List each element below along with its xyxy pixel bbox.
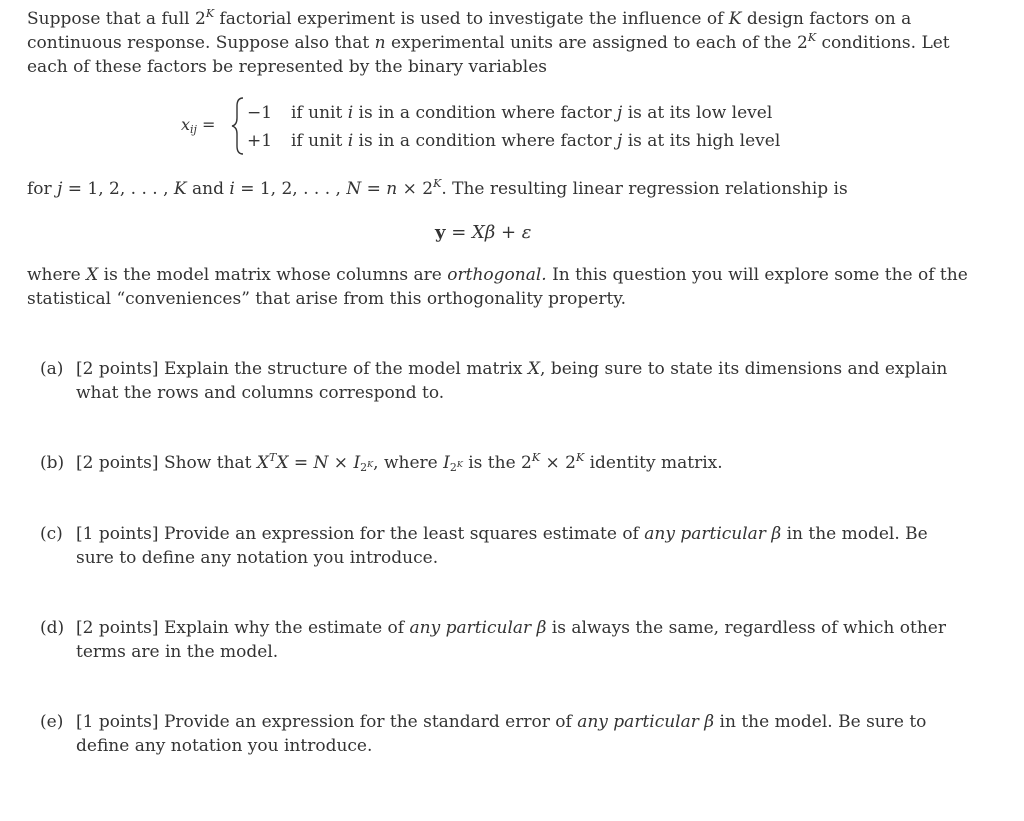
text: identity matrix. [584,453,723,473]
text: [2 points] Show that [76,453,257,473]
exponent-K: K [807,31,817,44]
part-c-line-1 [76,522,928,546]
text: [2 points] Explain why the estimate of [76,618,410,638]
intro-line-3 [27,55,547,79]
intro-text: experimental units are assigned to each of the 2 [385,33,808,53]
case-text: if unit [291,103,348,123]
subscript-2: 2 [360,461,368,474]
text: where [27,265,87,285]
var-n: n [386,179,398,199]
case-text: is in a condition where factor [353,131,618,151]
var-epsilon: ε [521,222,532,243]
exponent-K: K [531,451,541,464]
var-X: X [86,265,99,285]
text: [1 points] Provide an expression for the least squares estimate of [76,524,645,544]
part-e-line-2: define any notation you introduce. [76,736,373,756]
where-line-2 [27,287,626,311]
text: . The resulting linear regression relationship is [441,179,848,199]
var-y: y [435,222,446,243]
text: × 2 [540,453,576,473]
var-i: i [347,103,354,123]
var-K: K [728,9,742,29]
var-beta: β [698,712,715,732]
part-d-label: (d) [40,618,65,638]
var-beta: β [765,524,782,544]
var-j: j [57,179,63,199]
emphasis-any-particular: any particular [409,618,532,638]
text: , being sure to state its dimensions and explain [540,359,948,379]
part-c-label: (c) [40,524,63,544]
index-range-line [27,177,848,201]
equals-sign: = [288,453,314,473]
var-N: N [346,179,362,199]
intro-text: conditions. Let [816,33,950,53]
text: = 1, 2, . . . , [62,179,174,199]
exponent-K: K [433,177,442,190]
part-e-line-1 [76,710,926,734]
var-X: X [276,453,289,473]
text: in the model. Be sure to [714,712,927,732]
var-i: i [229,179,235,199]
part-a-line-2: what the rows and columns correspond to. [76,383,445,403]
regression-equation [435,222,531,243]
case-value: +1 [247,131,273,151]
plus-sign: + [495,222,522,243]
text: is the model matrix whose columns are [98,265,448,285]
subscript-ij: ij [190,123,197,136]
emphasis-orthogonal: orthogonal. [447,265,547,285]
part-e-label: (e) [40,712,64,732]
var-j: j [617,103,623,123]
case-text: is at its high level [622,131,781,151]
text: = 1, 2, . . . , [234,179,347,199]
var-beta: β [531,618,547,638]
part-a-line-1 [76,357,947,381]
left-brace-icon [231,96,245,156]
text: [2 points] Explain the structure of the model matrix [76,359,528,379]
case-high [247,128,780,154]
exponent-K: K [575,451,585,464]
equals-sign: = [196,115,216,134]
text: × 2 [397,179,434,199]
case-text: if unit [291,131,348,151]
var-K: K [173,179,187,199]
var-x: x [181,115,191,134]
var-n: n [374,33,386,53]
exponent-K: K [205,7,215,20]
exponent-K: K [456,460,463,469]
times-sign: × [328,453,354,473]
where-line-1 [27,263,968,287]
intro-text: each of these factors be represented by the binary variables [27,57,548,77]
intro-text: continuous response. Suppose also that [27,33,375,53]
text: In this question you will explore some the of the [546,265,968,285]
var-X-beta: Xβ [472,222,496,243]
text: for [27,179,58,199]
text: in the model. Be [781,524,928,544]
var-X: X [256,453,269,473]
part-d-line-1 [76,616,946,640]
text: = [361,179,387,199]
text: and [186,179,230,199]
part-c-line-2: sure to define any notation you introduce. [76,548,439,568]
intro-text: Suppose that a full 2 [27,9,206,29]
part-a-label: (a) [40,359,64,379]
emphasis-any-particular: any particular [577,712,699,732]
case-text: is at its low level [622,103,773,123]
text: [1 points] Provide an expression for the standard error of [76,712,578,732]
case-value: −1 [247,103,273,123]
text: is the 2 [462,453,532,473]
equals-sign: = [445,222,472,243]
part-b-label: (b) [40,453,65,473]
intro-text: factorial experiment is used to investigate the influence of [214,9,729,29]
part-b-line-1 [76,451,723,475]
part-d-line-2: terms are in the model. [76,642,279,662]
var-i: i [347,131,354,151]
var-N: N [313,453,329,473]
intro-line-2 [27,31,950,55]
var-I: I [443,453,450,473]
emphasis-any-particular: any particular [644,524,766,544]
intro-text: design factors on a [741,9,912,29]
case-text: is in a condition where factor [353,103,618,123]
case-low [247,100,772,126]
exponent-K: K [367,460,374,469]
subscript-2: 2 [449,461,457,474]
var-X: X [527,359,541,379]
intro-line-1 [27,7,911,31]
var-j: j [617,131,623,151]
equation-lhs [181,115,215,134]
text: , where [373,453,444,473]
transpose-T: T [269,451,277,464]
text: is always the same, regardless of which other [546,618,946,638]
var-I: I [353,453,361,473]
text: statistical “conveniences” that arise from this orthogonality property. [27,289,627,309]
